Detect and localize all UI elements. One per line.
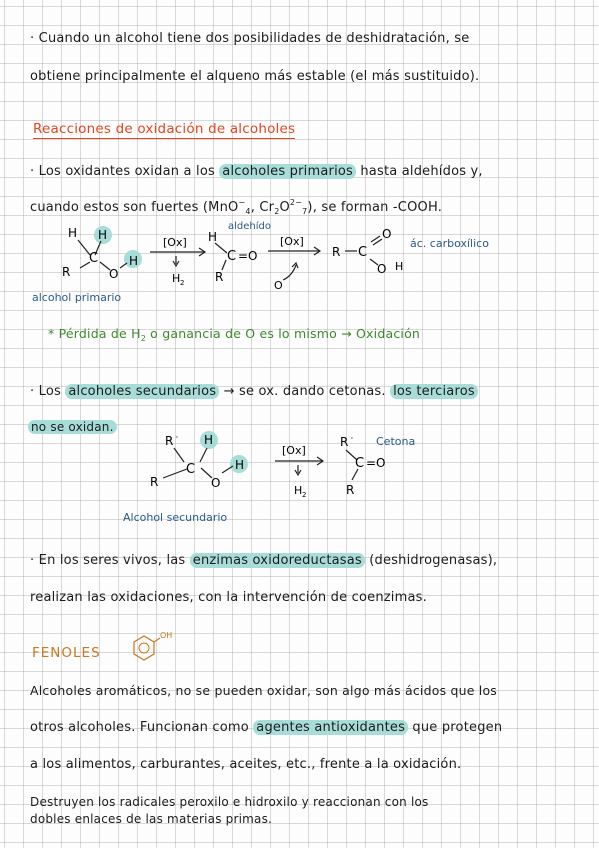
section-heading-fenoles: FENOLES — [32, 645, 101, 661]
atom-r: R — [165, 434, 174, 448]
text-line: · En los seres vivos, las enzimas oxidoreductasas (deshidrogenasas), — [30, 553, 498, 568]
text-line: · Los alcoholes secundarios → se ox. dando cetonas. los terciaros — [30, 384, 599, 399]
atom-r: R — [150, 475, 159, 489]
atom-r: R — [62, 265, 71, 279]
text-line-formula: cuando estos son fuertes (MnO−$_4$, $Cr_2O^{2-}_7$), se forman -COOH. — [30, 198, 443, 216]
atom-r: R — [346, 483, 355, 497]
phenol-oh-label: OH — [160, 631, 173, 640]
atom-h: H — [395, 260, 404, 273]
atom-h: H — [208, 230, 218, 244]
label-cetona: Cetona — [376, 435, 416, 448]
byproduct-h2: H — [294, 484, 303, 497]
atom-c: C — [227, 249, 237, 264]
text-line: Destruyen los radicales peroxilo e hidroxilo y reaccionan con los — [30, 795, 429, 809]
atom-h: H — [204, 433, 214, 447]
text-line: no se oxidan. — [28, 420, 599, 434]
text-line: Alcoholes aromáticos, no se pueden oxidar, son algo más ácidos que los — [30, 683, 498, 698]
atom-c: C — [358, 245, 368, 260]
atom-h: H — [235, 458, 245, 472]
atom-c: C — [89, 251, 99, 266]
atom-r: R — [215, 270, 224, 284]
phenol-icon — [118, 628, 178, 668]
reagent-ox: [Ox] — [163, 236, 187, 249]
text-line: · Cuando un alcohol tiene dos posibilidades de deshidratación, se — [30, 31, 470, 46]
atom-c: C — [186, 462, 196, 477]
label-alcohol-primario: alcohol primario — [32, 291, 122, 304]
label-aldehido: aldehído — [228, 221, 271, 232]
note-oxidation: * Pérdida de $H_2$ o ganancia de O es lo mismo → Oxidación — [48, 326, 421, 343]
atom-o: O — [377, 262, 387, 276]
byproduct-h2: H — [172, 272, 181, 285]
text-line: obtiene principalmente el alqueno más estable (el más sustituido). — [30, 69, 480, 84]
text-line: dobles enlaces de las materias primas. — [30, 812, 273, 826]
label-alcohol-secundario: Alcohol secundario — [123, 511, 228, 524]
atom-r: R — [340, 435, 349, 449]
added-oxygen: O — [274, 279, 283, 292]
label-acido-carboxilico: ác. carboxílico — [410, 237, 489, 250]
atom-h: H — [129, 254, 139, 268]
atom-o: =O — [366, 456, 386, 470]
text-line: a los alimentos, carburantes, aceites, etc., frente a la oxidación. — [30, 757, 462, 772]
atom-o: =O — [238, 249, 258, 263]
text-line: · Los oxidantes oxidan a los alcoholes primarios hasta aldehídos y, — [30, 164, 483, 179]
byproduct-h2-sub: 2 — [180, 279, 185, 287]
text-line: otros alcoholes. Funcionan como agentes antioxidantes que protegen — [30, 720, 503, 735]
atom-h: H — [98, 228, 108, 242]
atom-o: O — [211, 476, 221, 490]
atom-c: C — [355, 456, 365, 471]
reagent-ox: [Ox] — [282, 444, 306, 457]
atom-o: O — [109, 267, 119, 281]
prime-mark: ' — [176, 435, 178, 443]
prime-mark: ' — [351, 436, 353, 444]
atom-o: O — [382, 227, 392, 241]
text-line: realizan las oxidaciones, con la intervención de coenzimas. — [30, 590, 427, 605]
atom-r: R — [332, 245, 341, 259]
byproduct-h2-sub: 2 — [302, 491, 307, 499]
reagent-ox: [Ox] — [280, 235, 304, 248]
section-heading-oxidation: Reacciones de oxidación de alcoholes — [33, 121, 296, 137]
atom-h: H — [68, 226, 78, 240]
